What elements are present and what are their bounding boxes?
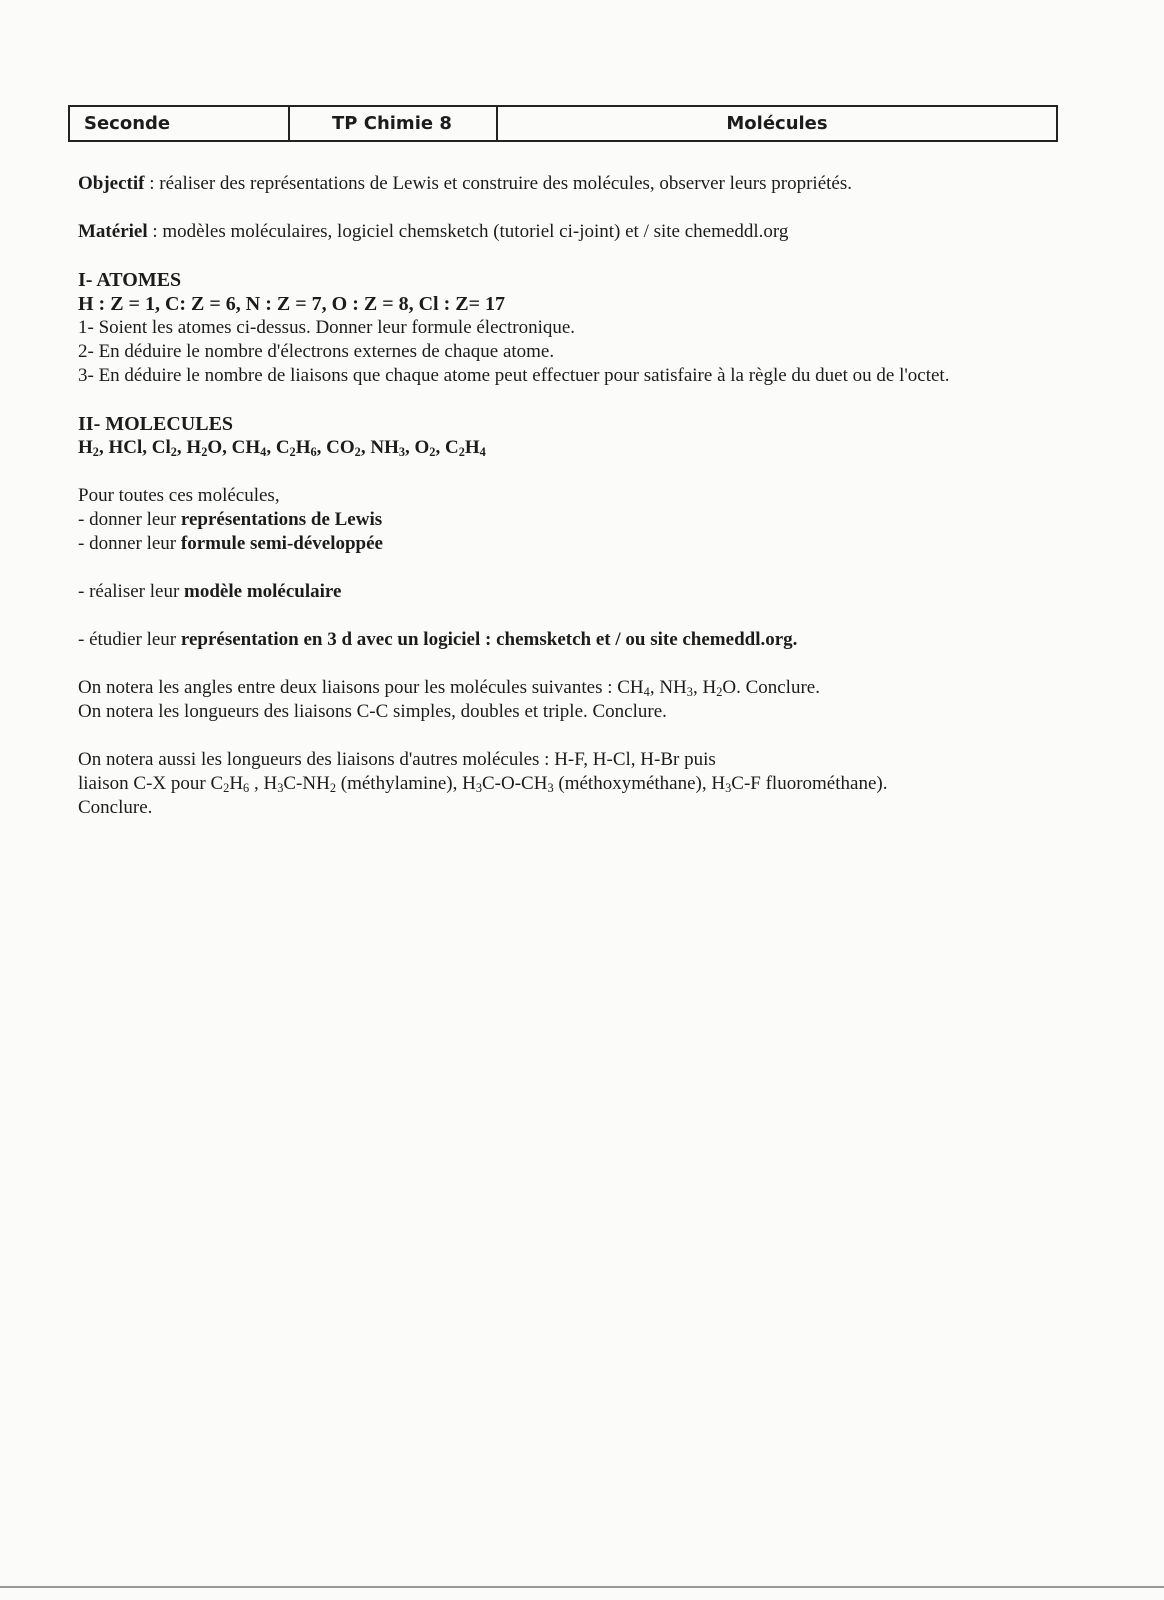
angles-paragraph: On notera les angles entre deux liaisons pour les molécules suivantes : $CH_4$, $NH_3$, $H_2O$. Conclure.	[78, 677, 820, 700]
question-3: 3- En déduire le nombre de liaisons que chaque atome peut effectuer pour satisfaire à la règle du duet ou de l'octet.	[78, 365, 950, 386]
instruction-3d: - étudier leur représentation en 3 d avec un logiciel : chemsketch et / ou site chemeddl.org.	[78, 629, 798, 650]
objectif-text: : réaliser des représentations de Lewis et construire des molécules, observer leurs propriétés.	[144, 173, 852, 194]
molecule-formula: $O_2$	[414, 437, 436, 460]
molecule-formula: $C_2H_4$	[444, 437, 486, 460]
header-tp-number: TP Chimie 8	[290, 107, 498, 140]
instructions-intro: Pour toutes ces molécules,	[78, 485, 280, 506]
materiel-paragraph	[78, 220, 1058, 244]
molecule-formula: $CH_4$	[231, 437, 267, 460]
molecule-formula: $H_2$	[78, 437, 99, 460]
question-2: 2- En déduire le nombre d'électrons externes de chaque atome.	[78, 341, 555, 362]
section1-title: I- ATOMES	[78, 269, 182, 291]
molecule-formula: $H_2O$	[186, 437, 223, 460]
question-1: 1- Soient les atomes ci-dessus. Donner leur formule électronique.	[78, 317, 576, 338]
instruction-semi-developpee: - donner leur formule semi-développée	[78, 533, 383, 554]
other-lengths-line1: On notera aussi les longueurs des liaisons d'autres molécules : H-F, H-Cl, H-Br puis	[78, 749, 716, 770]
molecule-list: $H_2$, HCl, $Cl_2$, $H_2O$, $CH_4$, $C_2H_6$, $CO_2$, $NH_3$, $O_2$, $C_2H_4$	[78, 437, 486, 460]
molecule-formula: HCl	[108, 437, 143, 458]
bottom-scan-edge	[0, 1586, 1164, 1588]
molecule-formula: $CO_2$	[326, 437, 361, 460]
objectif-label: Objectif	[78, 173, 145, 194]
other-lengths-line2: liaison C-X pour $C_2H_6$ , $H_3C-NH_2$ (méthylamine), $H_3C-O-CH_3$ (méthoxyméthane), $H_3C-F$ fluorométhane).	[78, 773, 888, 796]
molecule-formula: $Cl_2$	[151, 437, 177, 460]
atoms-list: H : Z = 1, C: Z = 6, N : Z = 7, O : Z = 8, Cl : Z= 17	[78, 293, 505, 315]
conclude-text: Conclure.	[78, 797, 153, 818]
molecule-formula: $NH_3$	[370, 437, 406, 460]
materiel-text: : modèles moléculaires, logiciel chemsketch (tutoriel ci-joint) et / site chemeddl.org	[147, 221, 789, 242]
instruction-modele: - réaliser leur modèle moléculaire	[78, 581, 342, 602]
document-body	[78, 172, 1058, 820]
header-level: Seconde	[70, 107, 290, 140]
lengths-paragraph: On notera les longueurs des liaisons C-C simples, doubles et triple. Conclure.	[78, 701, 667, 722]
objectif-paragraph	[78, 172, 1058, 196]
molecule-formula: $C_2H_6$	[275, 437, 317, 460]
header-subject: Molécules	[726, 113, 828, 134]
materiel-label: Matériel	[78, 221, 148, 242]
section2-title: II- MOLECULES	[78, 413, 234, 435]
header-table	[68, 105, 1058, 142]
instruction-lewis: - donner leur représentations de Lewis	[78, 509, 383, 530]
